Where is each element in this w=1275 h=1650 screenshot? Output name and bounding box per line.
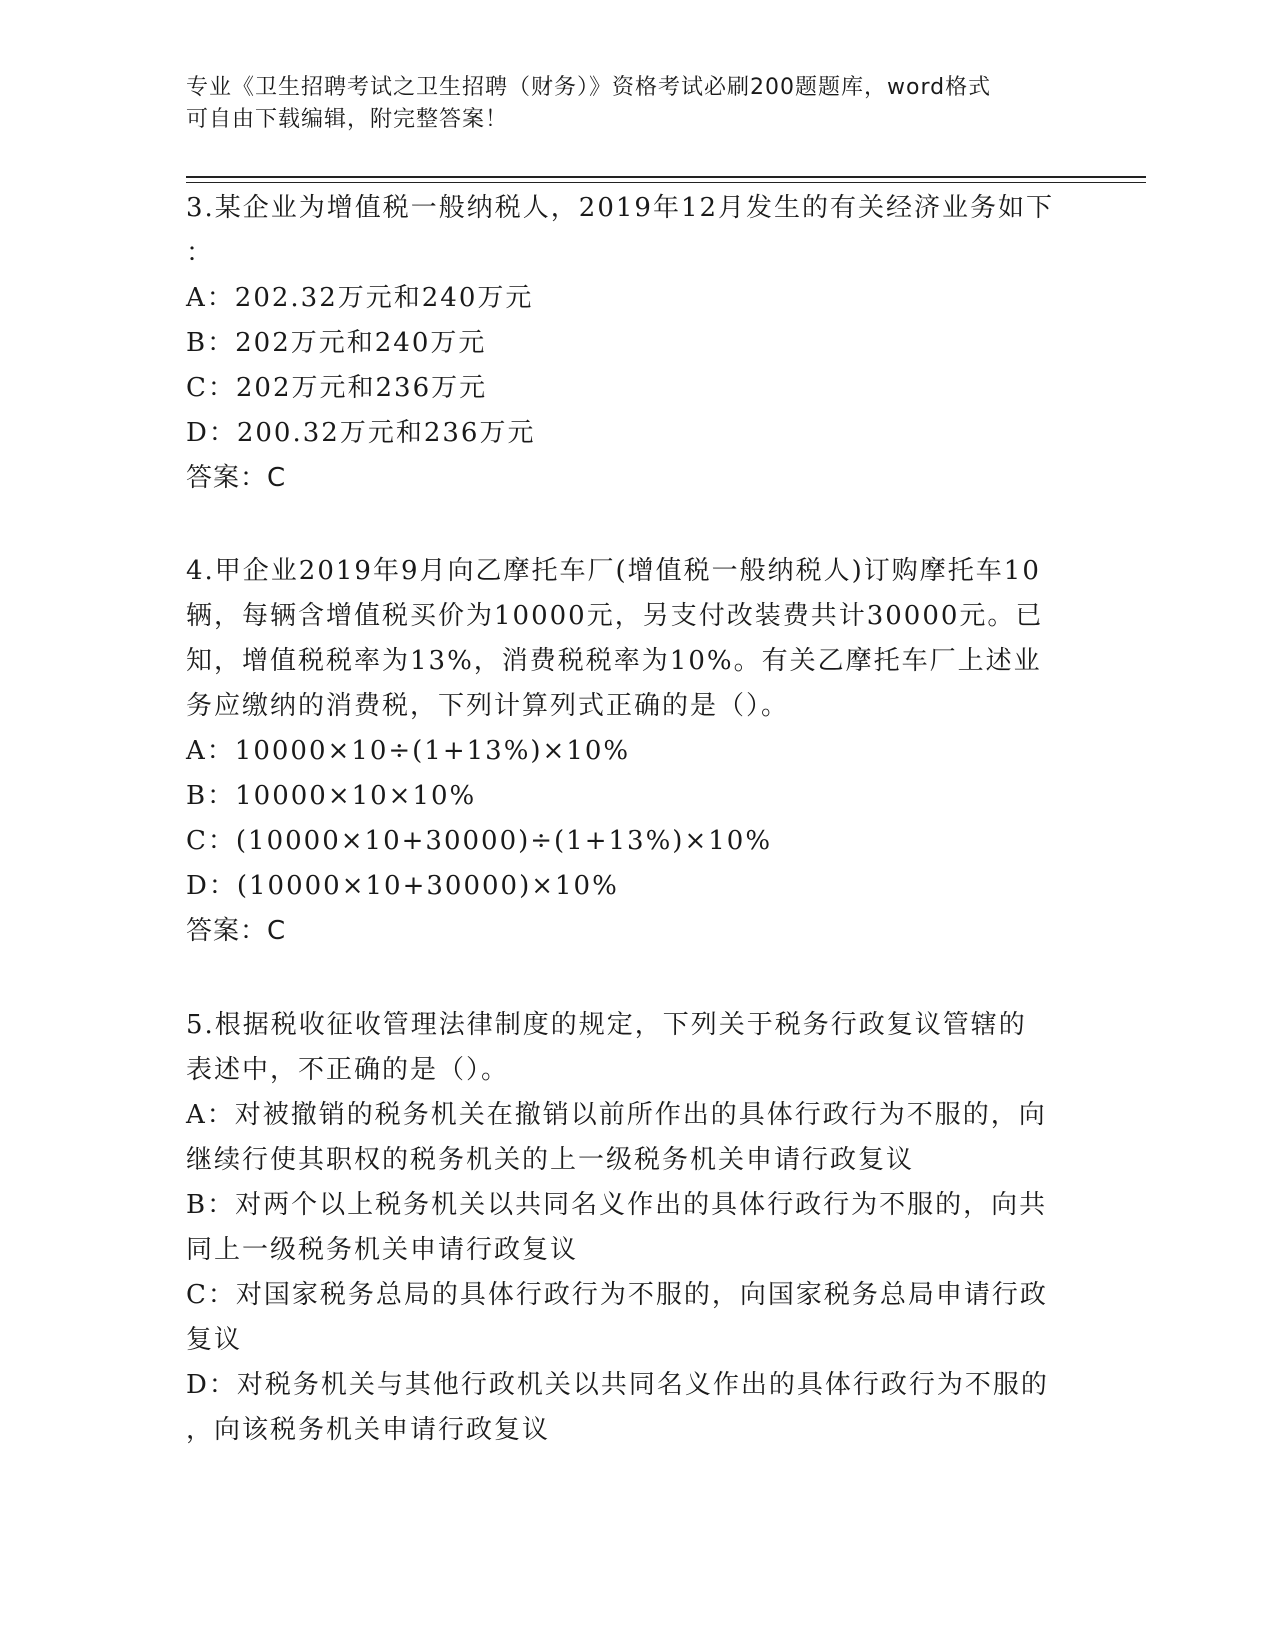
question-text-line: 知，增值税税率为13%，消费税税率为10%。有关乙摩托车厂上述业 bbox=[186, 646, 1042, 676]
document-header bbox=[186, 72, 1066, 136]
header-line-2: 可自由下载编辑，附完整答案！ bbox=[186, 107, 509, 132]
option-b: B：10000×10×10% bbox=[186, 781, 477, 811]
option-d: D：对税务机关与其他行政机关以共同名义作出的具体行政行为不服的 bbox=[186, 1370, 1049, 1400]
option-b: B：对两个以上税务机关以共同名义作出的具体行政行为不服的，向共 bbox=[186, 1190, 1048, 1220]
option-b-cont: 同上一级税务机关申请行政复议 bbox=[186, 1235, 579, 1265]
option-d-cont: ，向该税务机关申请行政复议 bbox=[186, 1415, 551, 1445]
answer: 答案：C bbox=[186, 463, 287, 493]
question-text-line: 5.根据税收征收管理法律制度的规定，下列关于税务行政复议管辖的 bbox=[186, 1010, 1027, 1040]
question-text-line: ： bbox=[186, 238, 215, 268]
option-c: C：202万元和236万元 bbox=[186, 373, 488, 403]
option-d: D：200.32万元和236万元 bbox=[186, 418, 536, 448]
option-c: C：对国家税务总局的具体行政行为不服的，向国家税务总局申请行政 bbox=[186, 1280, 1048, 1310]
header-divider-thick bbox=[186, 176, 1146, 178]
question-text-line: 4.甲企业2019年9月向乙摩托车厂(增值税一般纳税人)订购摩托车10 bbox=[186, 556, 1041, 586]
header-divider-thin bbox=[186, 182, 1146, 183]
option-a-cont: 继续行使其职权的税务机关的上一级税务机关申请行政复议 bbox=[186, 1145, 915, 1175]
option-a: A：10000×10÷(1+13%)×10% bbox=[186, 736, 631, 766]
question-text-line: 务应缴纳的消费税，下列计算列式正确的是（）。 bbox=[186, 691, 790, 721]
question-5 bbox=[186, 1003, 1086, 1453]
question-text-line: 3.某企业为增值税一般纳税人，2019年12月发生的有关经济业务如下 bbox=[186, 193, 1055, 223]
header-line-1: 专业《卫生招聘考试之卫生招聘（财务）》资格考试必刷200题题库，word格式 bbox=[186, 75, 992, 100]
option-a: A：202.32万元和240万元 bbox=[186, 283, 534, 313]
answer: 答案：C bbox=[186, 916, 287, 946]
question-text-line: 辆，每辆含增值税买价为10000元，另支付改装费共计30000元。已 bbox=[186, 601, 1044, 631]
option-b: B：202万元和240万元 bbox=[186, 328, 487, 358]
question-4 bbox=[186, 549, 1086, 954]
option-a: A：对被撤销的税务机关在撤销以前所作出的具体行政行为不服的，向 bbox=[186, 1100, 1047, 1130]
question-3 bbox=[186, 186, 1086, 501]
option-c-cont: 复议 bbox=[186, 1325, 243, 1355]
option-d: D：(10000×10+30000)×10% bbox=[186, 871, 619, 901]
option-c: C：(10000×10+30000)÷(1+13%)×10% bbox=[186, 826, 773, 856]
question-text-line: 表述中，不正确的是（）。 bbox=[186, 1055, 510, 1085]
